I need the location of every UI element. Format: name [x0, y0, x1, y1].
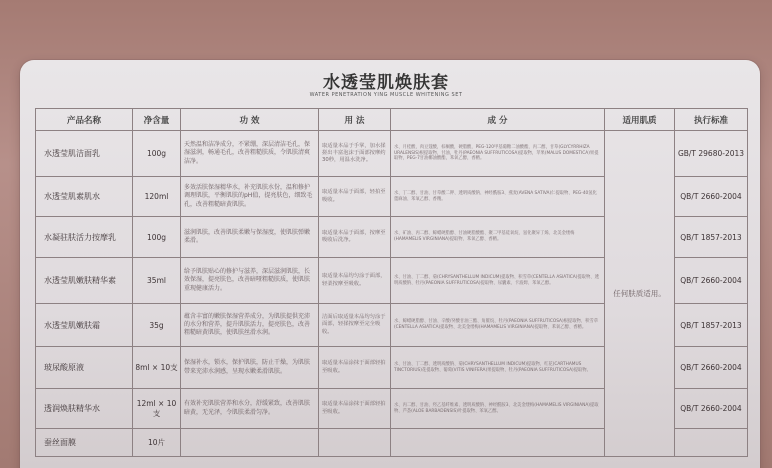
standard-code: QB/T 2660-2004: [675, 347, 748, 389]
ingredients-text: 水、月桂酸，肉豆蔻酸，棕榈酸，硬脂酸，PEG-120甲基葡糖二油酸酯，丙二醇，甘草(GLYCYRRHIZA URALENSIS)根提取物，甘油，牡丹(PAEONIA SUFFRUTICOSA)提取物，苹果(MALUS DOMESTICA)果提取物，PEG-7甘油椰油酸酯，苯氧乙醇，香精。: [391, 131, 605, 177]
net-content: 35ml: [133, 258, 181, 304]
standard-code: GB/T 29680-2013: [675, 131, 748, 177]
net-content: 35g: [133, 304, 181, 347]
product-name: 水透莹肌嫩肤霜: [36, 304, 133, 347]
efficacy-text: 天然温和洁净成分，不紧绷，深层清洁毛孔，保湿滋润，畅通毛孔，改善粗糙肤质，令肌肤清爽洁净。: [181, 131, 319, 177]
ingredients-text: 水、矿油、丙二醇、鲸蜡硬脂醇、甘油硬脂酸酯、聚二甲基硅氧烷、氢化聚异丁烯、北美金缕梅(HAMAMELIS VIRGINIANA)提取物、苯氧乙醇、香精。: [391, 217, 605, 258]
usage-text: 取适量本品于面部，轻拍至吸收。: [319, 177, 391, 217]
efficacy-text: 给予肌肤贴心的修护与滋养，深层滋润肌肤，长效保湿，提亮肤色，改善暗哑粗糙肤质，使肌肤重现健康活力。: [181, 258, 319, 304]
usage-text: 取适量本品涂抹于面部轻拍至吸收。: [319, 347, 391, 389]
product-name: 蚕丝面膜: [36, 429, 133, 457]
ingredients-text: 水、丙二醇、甘油、羟乙基纤维素、透明质酸钠、神经酰胺3、北美金缕梅(HAMAMELIS VIRGINIANA)提取物、芦荟(ALOE BARBADENSIS)叶提取物、苯氧乙醇。: [391, 389, 605, 429]
product-name: 水透莹肌素肌水: [36, 177, 133, 217]
net-content: 100g: [133, 131, 181, 177]
net-content: 10片: [133, 429, 181, 457]
product-name: 水凝驻肤活力按摩乳: [36, 217, 133, 258]
net-content: 120ml: [133, 177, 181, 217]
product-name: 玻尿酸原液: [36, 347, 133, 389]
product-name: 水透莹肌嫩肤精华素: [36, 258, 133, 304]
usage-text: 取适量本品于手掌，加水揉搓出丰富泡沫于面部按摩约30秒，用温水洗净。: [319, 131, 391, 177]
efficacy-text: 蕴含丰富的嫩肤保湿营养成分，为肌肤提供充沛的水分和营养，提升肌肤活力，提亮肤色，改善粗糙暗黄肌肤，使肌肤丝滑水润。: [181, 304, 319, 347]
efficacy-text: 滋润肌肤，改善肌肤柔嫩与保湿度，使肌肤弹嫩柔滑。: [181, 217, 319, 258]
usage-text: 取适量本品涂抹于面部轻拍至吸收。: [319, 389, 391, 429]
net-content: 100g: [133, 217, 181, 258]
header-skin: 适用肌质: [605, 109, 675, 131]
usage-text: 取适量本品于面部，按摩至吸收后洗净。: [319, 217, 391, 258]
header-ingredients: 成 分: [391, 109, 605, 131]
standard-code: QB/T 1857-2013: [675, 304, 748, 347]
standard-code: QB/T 1857-2013: [675, 217, 748, 258]
set-title: 水透莹肌焕肤套: [323, 73, 449, 93]
table-header-row: [36, 109, 748, 131]
efficacy-text: 有效补充肌肤营养和水分，舒缓紧致，改善肌肤暗黄，无光泽，令肌肤柔滑匀净。: [181, 389, 319, 429]
product-name: 水透莹肌洁面乳: [36, 131, 133, 177]
header-func: 功 效: [181, 109, 319, 131]
efficacy-text: [181, 429, 319, 457]
header-name: 产品名称: [36, 109, 133, 131]
ingredients-text: [391, 429, 605, 457]
standard-code: [675, 429, 748, 457]
usage-text: 洁面后取适量本品均匀涂于面部，轻揉按摩至完全吸收。: [319, 304, 391, 347]
standard-code: QB/T 2660-2004: [675, 258, 748, 304]
efficacy-text: 多效活肤保湿精华水，补充肌肤水份，温和修护调理肌肤，平衡肌肤的pH值，提亮肤色，细致毛孔，改善粗糙暗黄肌肤。: [181, 177, 319, 217]
header-usage: 用 法: [319, 109, 391, 131]
product-spec-table: [35, 108, 748, 457]
net-content: 12ml × 10支: [133, 389, 181, 429]
ingredients-text: 水、甘油、丁二醇、菊(CHRYSANTHELLUM INDICUM)提取物、积雪草(CENTELLA ASIATICA)提取物、透明质酸钠、牡丹(PAEONIA SUFFRUTICOSA)提取物、尿囊素、卡波姆、苯氧乙醇。: [391, 258, 605, 304]
ingredients-text: 水、丁二醇、甘油、甘草酸二钾、透明质酸钠、神经酰胺3、燕麦(AVENA SATIVA)仁提取物、PEG-40氢化蓖麻油、苯氧乙醇、香精。: [391, 177, 605, 217]
standard-code: QB/T 2660-2004: [675, 177, 748, 217]
standard-code: QB/T 2660-2004: [675, 389, 748, 429]
header-qty: 净含量: [133, 109, 181, 131]
usage-text: 取适量本品均匀涂于面部，轻柔按摩至吸收。: [319, 258, 391, 304]
usage-text: [319, 429, 391, 457]
header-standard: 执行标准: [675, 109, 748, 131]
ingredients-text: 水、鲸蜡硬脂醇、甘油、辛酸/癸酸甘油三酯、角鲨烷、牡丹(PAEONIA SUFFRUTICOSA)根提取物、积雪草(CENTELLA ASIATICA)提取物、北美金缕梅(HAMAMELIS VIRGINIANA)提取物、苯氧乙醇、香精。: [391, 304, 605, 347]
set-subtitle: WATER PENETRATION YING MUSCLE WHITENING SET: [309, 92, 463, 98]
skin-type-cell: 任何肤质适用。: [605, 131, 675, 457]
ingredients-text: 水、甘油、丁二醇、透明质酸钠、菊(CHRYSANTHELLUM INDICUM)提取物、红花(CARTHAMUS TINCTORIUS)花提取物、葡萄(VITIS VINIFERA)果提取物、牡丹(PAEONIA SUFFRUTICOSA)提取物。: [391, 347, 605, 389]
net-content: 8ml × 10支: [133, 347, 181, 389]
product-name: 透润焕肤精华水: [36, 389, 133, 429]
efficacy-text: 保湿补水，锁水，保护肌肤，防止干燥，为肌肤带来充沛水润感，呈现水嫩柔滑肌肤。: [181, 347, 319, 389]
table-row: [36, 131, 748, 177]
